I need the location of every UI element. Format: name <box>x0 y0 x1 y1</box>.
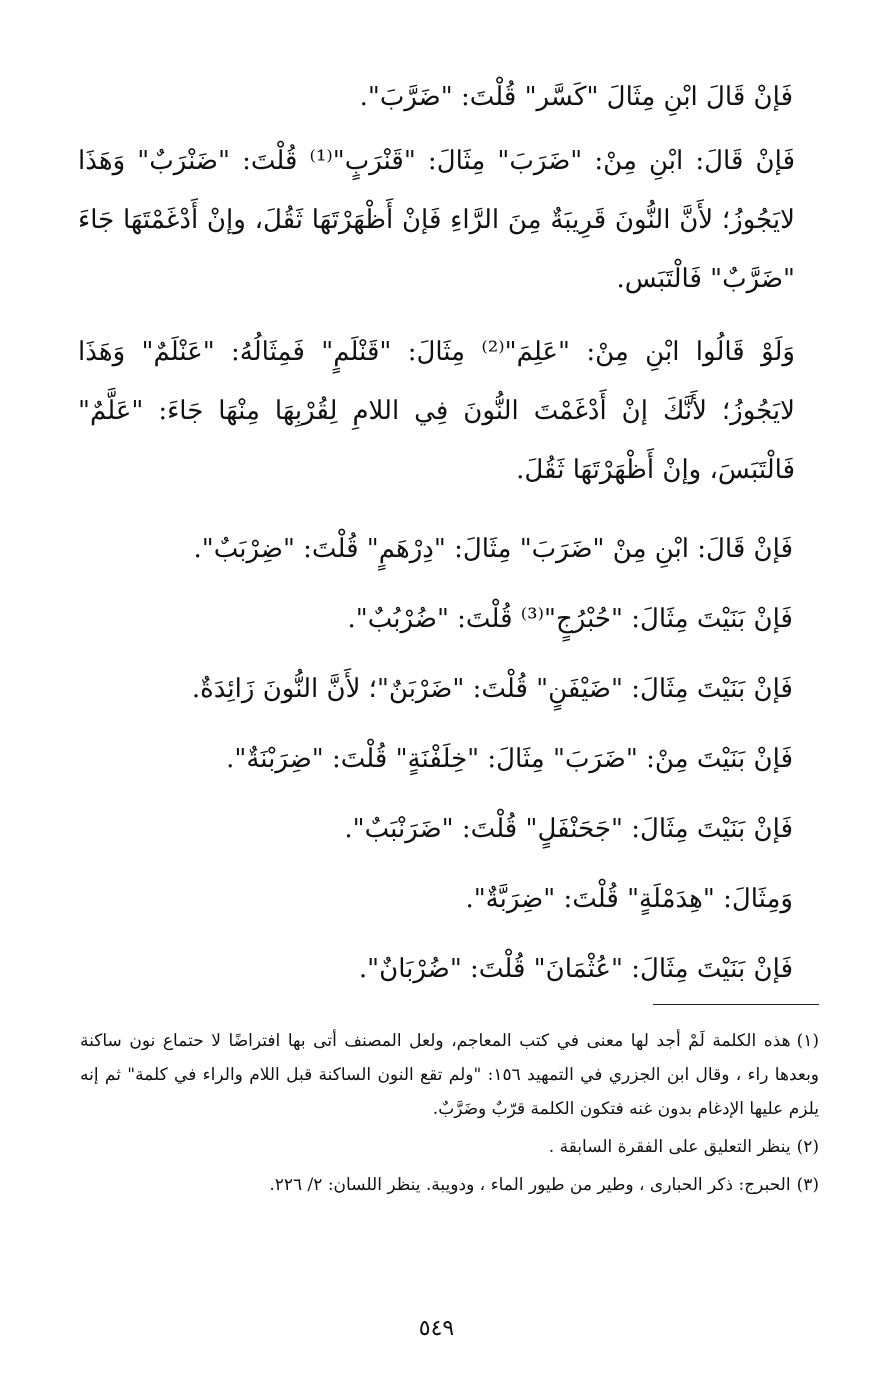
paragraph-7: فَإنْ بَنَيْتَ مِنْ: "ضَرَبَ" مِثَالَ: "خِلَفْنَةٍ" قُلْتَ: "ضِرَبْنَةٌ". <box>226 744 793 774</box>
footnote-number: (٣) <box>796 1175 819 1195</box>
footnote-number: (٢) <box>796 1137 819 1157</box>
footnote-number: (١) <box>796 1031 819 1051</box>
footnotes <box>80 1024 819 1206</box>
footnote-text: ينظر التعليق على الفقرة السابقة . <box>548 1137 791 1157</box>
paragraph-2: فَإنْ قَالَ: ابْنِ مِنْ: "ضَرَبَ" مِثَالَ: "قَنْرَبٍ"⁽¹⁾ قُلْتَ: "ضَنْرَبٌ" وَهَذَا لايَجُوزُ؛ لأَنَّ النُّونَ قَرِيبَةٌ مِنَ الرَّاءِ فَإنْ أَظْهَرْتَهَا ثَقُلَ، وإنْ أَدْغَمْتَهَا جَاءَ "ضَرَّبٌ" فَالْتَبَس. <box>78 146 795 294</box>
page-number: ٥٤٩ <box>418 1316 455 1341</box>
paragraph-4: فَإنْ قَالَ: ابْنِ مِنْ "ضَرَبَ" مِثَالَ: "دِرْهَمٍ" قُلْتَ: "ضِرْبَبٌ". <box>193 534 793 564</box>
footnote-text: هذه الكلمة لَمْ أجد لها معنى في كتب المعاجم، ولعل المصنف أتى بها افتراضًا لا حتماع نون ساكنة وبعدها راء ، وقال ابن الجزري في التمهيد ١٥٦: "ولم تقع النون الساكنة قبل اللام والراء في كلمة" ثم إنه يلزم عليها الإدغام بدون غنه فتكون الكلمة قرّبٌ وضَرَّبٌ. <box>80 1031 820 1119</box>
paragraph-1: فَإنْ قَالَ ابْنِ مِثَالَ "كَسَّر" قُلْتَ: "ضَرَّبَ". <box>359 82 793 112</box>
footnote-divider <box>653 1004 819 1005</box>
paragraph-9: وَمِثَالَ: "هِدَمْلَةٍ" قُلْتَ: "ضِرَبَّةٌ". <box>465 884 793 914</box>
paragraph-10: فَإنْ بَنَيْتَ مِثَالَ: "عُثْمَانَ" قُلْتَ: "ضُرْبَانٌ". <box>358 954 793 984</box>
footnote-1 <box>80 1024 819 1126</box>
footnote-text: الحبرج: ذكر الحبارى ، وطير من طيور الماء ، ودويبة. ينظر اللسان: ٢/ ٢٢٦. <box>269 1175 791 1195</box>
paragraph-8: فَإنْ بَنَيْتَ مِثَالَ: "جَحَنْفَلٍ" قُلْتَ: "ضَرَنْبَبٌ". <box>344 814 793 844</box>
paragraph-6: فَإنْ بَنَيْتَ مِثَالَ: "ضَيْفَنٍ" قُلْتَ: "ضَرْبَنٌ"؛ لأَنَّ النُّونَ زَائِدَةٌ. <box>191 674 793 704</box>
footnote-2 <box>80 1130 819 1164</box>
footnote-3 <box>80 1168 819 1202</box>
paragraph-5: فَإنْ بَنَيْتَ مِثَالَ: "حُبْرُجٍ"⁽³⁾ قُلْتَ: "ضُرْبُبٌ". <box>347 604 793 634</box>
paragraph-3: وَلَوْ قَالُوا ابْنِ مِنْ: "عَلِمَ"⁽²⁾ مِثَالَ: "قَنْلَمٍ" فَمِثَالُهُ: "عَنْلَمٌ" وَهَذَا لايَجُوزُ؛ لأَنَّكَ إنْ أَدْغَمْتَ النُّونَ فِي اللامِ لِقُرْبِهَا مِنْهَا جَاءَ: "عَلَّمٌ" فَالْتَبَسَ، وإنْ أَظْهَرْتَهَا ثَقُلَ. <box>78 337 795 485</box>
main-text <box>78 62 795 1004</box>
